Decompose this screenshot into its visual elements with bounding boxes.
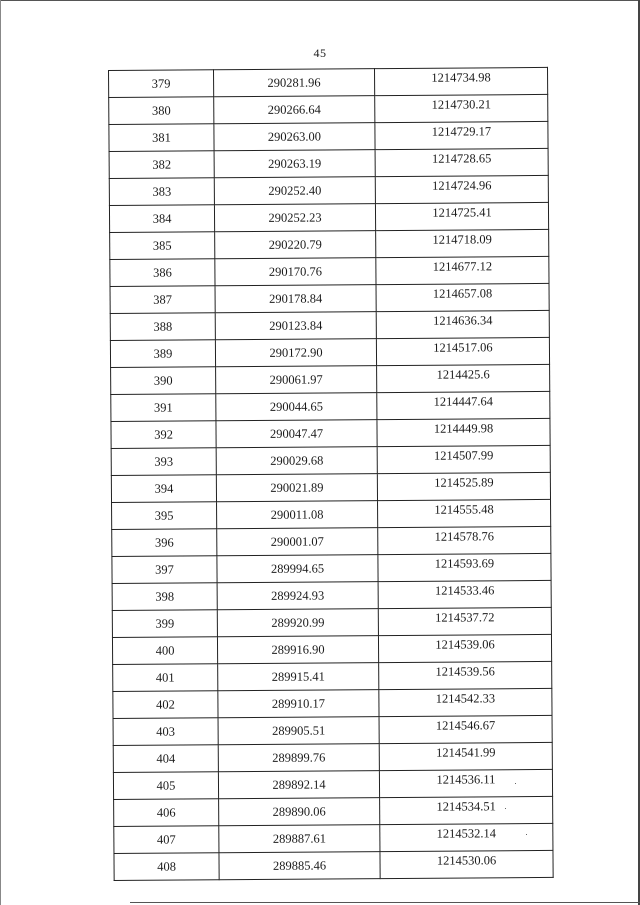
x-coordinate-cell: 289924.93 (217, 582, 378, 610)
x-coordinate-cell: 290047.47 (216, 420, 377, 448)
table-row (109, 175, 548, 205)
y-coordinate-cell: 1214636.34 (376, 310, 549, 338)
point-number-cell: 387 (110, 286, 215, 314)
x-coordinate-cell: 290172.90 (215, 339, 376, 367)
x-coordinate-cell: 289885.46 (219, 852, 380, 880)
x-coordinate-cell: 290263.19 (214, 150, 375, 178)
x-coordinate-cell: 290021.89 (216, 474, 377, 502)
y-coordinate-cell: 1214725.41 (375, 202, 548, 230)
table-row (113, 769, 552, 799)
point-number-cell: 397 (112, 556, 217, 584)
y-coordinate-cell: 1214447.64 (377, 391, 550, 419)
table-row (110, 283, 549, 313)
y-coordinate-cell: 1214536.11 (379, 769, 552, 797)
table-row (113, 742, 552, 772)
y-coordinate-cell: 1214578.76 (378, 526, 551, 554)
point-number-cell: 406 (114, 799, 219, 827)
x-coordinate-cell: 289899.76 (218, 744, 379, 772)
point-number-cell: 391 (111, 394, 216, 422)
point-number-cell: 407 (114, 826, 219, 854)
x-coordinate-cell: 289892.14 (218, 771, 379, 799)
page-border-top (0, 0, 640, 1)
point-number-cell: 384 (109, 205, 214, 233)
table-row (111, 391, 550, 421)
point-number-cell: 408 (114, 853, 219, 881)
table-row (113, 661, 552, 691)
y-coordinate-cell: 1214555.48 (378, 499, 551, 527)
y-coordinate-cell: 1214541.99 (379, 742, 552, 770)
y-coordinate-cell: 1214449.98 (377, 418, 550, 446)
point-number-cell: 379 (109, 70, 214, 98)
y-coordinate-cell: 1214537.72 (378, 607, 551, 635)
x-coordinate-cell: 290281.96 (214, 69, 375, 97)
table-row (109, 202, 548, 232)
point-number-cell: 390 (111, 367, 216, 395)
y-coordinate-cell: 1214718.09 (376, 229, 549, 257)
x-coordinate-cell: 290123.84 (215, 312, 376, 340)
point-number-cell: 404 (113, 745, 218, 773)
point-number-cell: 383 (109, 178, 214, 206)
y-coordinate-cell: 1214546.67 (379, 715, 552, 743)
y-coordinate-cell: 1214539.06 (378, 634, 551, 662)
point-number-cell: 389 (110, 340, 215, 368)
y-coordinate-cell: 1214542.33 (379, 688, 552, 716)
table-row (111, 418, 550, 448)
point-number-cell: 399 (112, 610, 217, 638)
x-coordinate-cell: 289887.61 (219, 825, 380, 853)
page-border-bottom (130, 902, 640, 903)
table-row (110, 256, 549, 286)
table-row (109, 67, 548, 97)
x-coordinate-cell: 290044.65 (216, 393, 377, 421)
coordinates-table (108, 67, 554, 881)
table-row (110, 229, 549, 259)
table-row (109, 94, 548, 124)
coordinates-table-body (109, 67, 554, 880)
table-row (112, 580, 551, 610)
y-coordinate-cell: 1214425.6 (377, 364, 550, 392)
table-row (110, 310, 549, 340)
table-row (111, 472, 550, 502)
x-coordinate-cell: 290061.97 (216, 366, 377, 394)
x-coordinate-cell: 290170.76 (215, 258, 376, 286)
point-number-cell: 396 (112, 529, 217, 557)
y-coordinate-cell: 1214593.69 (378, 553, 551, 581)
page-border-left (0, 0, 1, 905)
x-coordinate-cell: 289915.41 (218, 663, 379, 691)
table-row (109, 121, 548, 151)
point-number-cell: 394 (111, 475, 216, 503)
x-coordinate-cell: 290263.00 (214, 123, 375, 151)
point-number-cell: 380 (109, 97, 214, 125)
x-coordinate-cell: 289890.06 (219, 798, 380, 826)
point-number-cell: 392 (111, 421, 216, 449)
table-row (114, 796, 553, 826)
point-number-cell: 393 (111, 448, 216, 476)
x-coordinate-cell: 289905.51 (218, 717, 379, 745)
table-row (112, 634, 551, 664)
y-coordinate-cell: 1214525.89 (377, 472, 550, 500)
y-coordinate-cell: 1214530.06 (380, 850, 553, 878)
x-coordinate-cell: 290252.23 (214, 204, 375, 232)
y-coordinate-cell: 1214534.51 (380, 796, 553, 824)
x-coordinate-cell: 290178.84 (215, 285, 376, 313)
y-coordinate-cell: 1214532.14 (380, 823, 553, 851)
x-coordinate-cell: 289910.17 (218, 690, 379, 718)
point-number-cell: 398 (112, 583, 217, 611)
point-number-cell: 395 (112, 502, 217, 530)
x-coordinate-cell: 290029.68 (216, 447, 377, 475)
y-coordinate-cell: 1214729.17 (375, 121, 548, 149)
y-coordinate-cell: 1214728.65 (375, 148, 548, 176)
table-row (110, 337, 549, 367)
x-coordinate-cell: 290001.07 (217, 528, 378, 556)
point-number-cell: 386 (110, 259, 215, 287)
point-number-cell: 382 (109, 151, 214, 179)
table-row (111, 364, 550, 394)
table-row (112, 607, 551, 637)
y-coordinate-cell: 1214507.99 (377, 445, 550, 473)
scan-speck (526, 834, 527, 835)
point-number-cell: 401 (113, 664, 218, 692)
point-number-cell: 381 (109, 124, 214, 152)
table-row (114, 823, 553, 853)
y-coordinate-cell: 1214730.21 (375, 94, 548, 122)
point-number-cell: 388 (110, 313, 215, 341)
table-row (111, 445, 550, 475)
scan-speck (505, 808, 506, 809)
y-coordinate-cell: 1214533.46 (378, 580, 551, 608)
page-number: 45 (313, 46, 327, 60)
x-coordinate-cell: 290011.08 (217, 501, 378, 529)
x-coordinate-cell: 290220.79 (215, 231, 376, 259)
point-number-cell: 400 (112, 637, 217, 665)
table-row (113, 715, 552, 745)
y-coordinate-cell: 1214734.98 (374, 67, 547, 95)
y-coordinate-cell: 1214677.12 (376, 256, 549, 284)
point-number-cell: 403 (113, 718, 218, 746)
x-coordinate-cell: 290266.64 (214, 96, 375, 124)
point-number-cell: 402 (113, 691, 218, 719)
table-row (112, 526, 551, 556)
scan-speck (515, 783, 516, 784)
y-coordinate-cell: 1214657.08 (376, 283, 549, 311)
table-row (112, 553, 551, 583)
x-coordinate-cell: 289920.99 (217, 609, 378, 637)
x-coordinate-cell: 289916.90 (217, 636, 378, 664)
point-number-cell: 385 (110, 232, 215, 260)
table-row (112, 499, 551, 529)
y-coordinate-cell: 1214517.06 (376, 337, 549, 365)
table-row (113, 688, 552, 718)
coordinates-table-container (108, 67, 550, 881)
table-row (109, 148, 548, 178)
x-coordinate-cell: 290252.40 (214, 177, 375, 205)
point-number-cell: 405 (113, 772, 218, 800)
x-coordinate-cell: 289994.65 (217, 555, 378, 583)
table-row (114, 850, 553, 880)
y-coordinate-cell: 1214539.56 (379, 661, 552, 689)
y-coordinate-cell: 1214724.96 (375, 175, 548, 203)
